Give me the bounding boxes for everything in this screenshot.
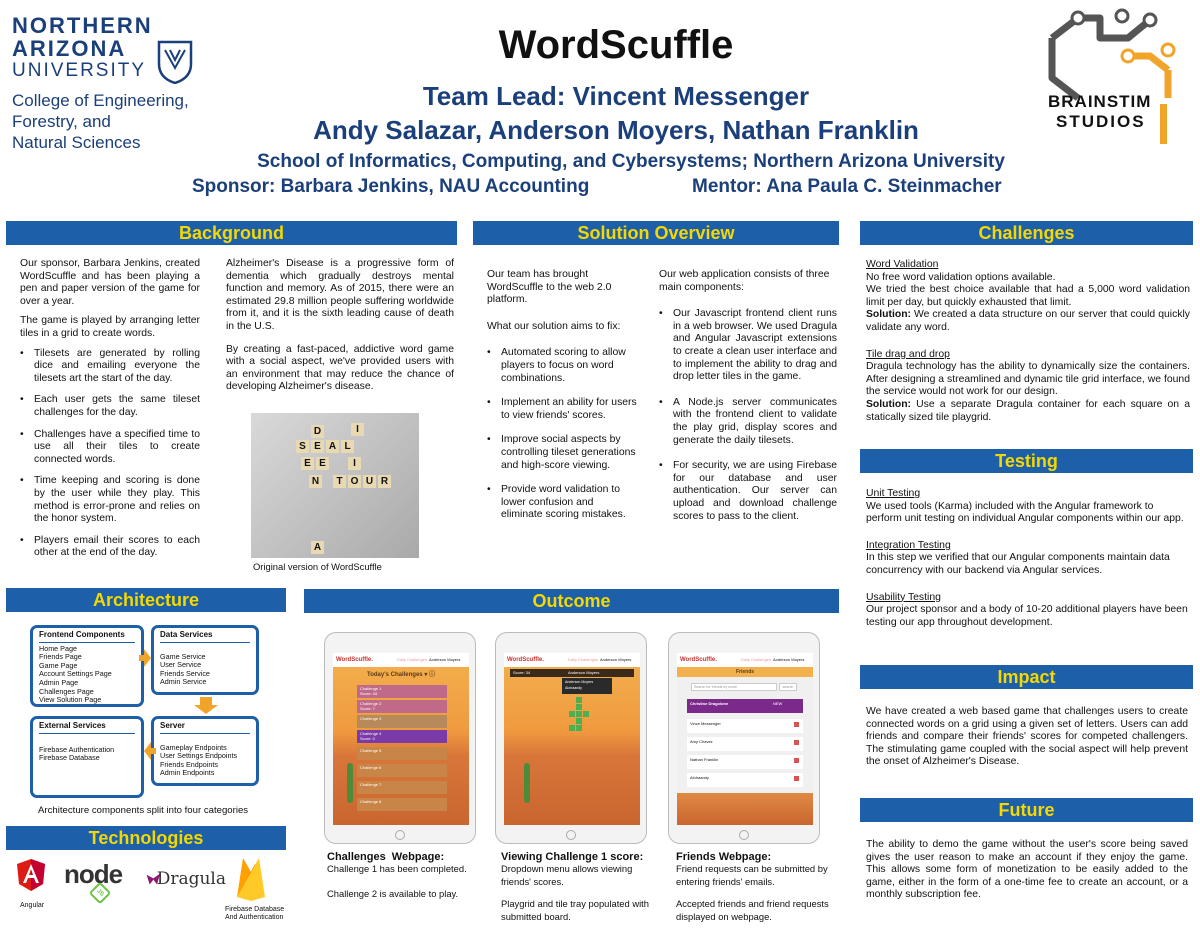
tile: I: [348, 457, 361, 470]
tile: L: [341, 440, 354, 453]
challenges-body: [866, 259, 1190, 424]
friend-search-input[interactable]: Search for friends by email: [691, 683, 777, 691]
grid-tile[interactable]: [569, 711, 575, 717]
arch-item: Gameplay Endpoints: [160, 742, 227, 752]
app-brand: WordScuffle.: [336, 657, 373, 663]
nav-user: Anderson Moyers: [773, 657, 805, 662]
solution-aims: [487, 347, 637, 522]
tablet-friends: [668, 632, 820, 844]
nav-daily: Daily Challenges: [568, 657, 599, 662]
usability-testing-text: Our project sponsor and a body of 10-20 additional players have been testing our app throughout development.: [866, 604, 1188, 628]
dragula-logo: [146, 864, 226, 894]
home-button: [739, 830, 749, 840]
circuit-trace: [1160, 104, 1167, 144]
angular-label: Angular: [20, 902, 45, 909]
tile: E: [301, 457, 314, 470]
friend-name: Alohaandy: [690, 775, 709, 780]
team-lead: Team Lead: Vincent Messenger: [422, 81, 810, 111]
list-item: • Provide word validation to lower confusion and eliminate scoring mistakes.: [487, 484, 637, 522]
friend-name: Vince Messenger: [690, 721, 721, 726]
technologies-heading: Technologies: [6, 826, 286, 850]
arch-item: Challenges Page: [39, 686, 94, 696]
friend-name: Amy Chavez: [690, 739, 713, 744]
tile: A: [326, 440, 339, 453]
list-item: • A Node.js server communicates with the frontend client to validate the play grid, display scores and generate the daily tilesets.: [659, 397, 837, 447]
caption-line: Playgrid and tile tray populated with submitted board.: [501, 898, 650, 922]
challenge-row[interactable]: [357, 685, 447, 698]
challenge-name: Challenge 6: [360, 765, 382, 770]
friend-row[interactable]: [687, 719, 803, 733]
list-item: • For security, we are using Firebase for our database and user authentication. Our server can upload and download challenge scores to pass to the client.: [659, 460, 837, 523]
integration-testing-heading: Integration Testing: [866, 539, 951, 551]
arch-item: Friends Service: [160, 668, 210, 678]
challenge-row[interactable]: [357, 747, 447, 760]
list-item: • Each user gets the same tileset challenges for the day.: [20, 394, 200, 419]
arrow-left-icon: [144, 742, 156, 760]
cactus-icon: [347, 763, 353, 803]
challenge-score: Score: 44: [360, 691, 378, 696]
home-button: [395, 830, 405, 840]
challenge-word-validation-solution: [866, 309, 1190, 334]
challenge-row[interactable]: [357, 764, 447, 777]
list-item: • Players email their scores to each other at the end of the day.: [20, 535, 200, 560]
challenges-title: Today's Challenges ▾ ⓘ: [366, 672, 435, 678]
list-item: • Tilesets are generated by rolling dice and emailing everyone the tilesets art the start of the day.: [20, 348, 200, 386]
arch-item: Friends Page: [39, 652, 82, 662]
challenge-word-validation-text: No free word validation options available. We tried the best choice available that had a 5,000 word validation limit per day, but quickly exhausted that limit.: [866, 271, 1190, 308]
university-line1: NORTHERN: [12, 13, 153, 38]
score-user: Anderson Moyers: [568, 670, 600, 675]
node-label: node: [64, 859, 123, 889]
caption-line: Accepted friends and friend requests displayed on webpage.: [676, 898, 829, 922]
friends-title: Friends: [677, 667, 813, 677]
arch-item: User Service: [160, 660, 202, 670]
arch-item: Friends Endpoints: [160, 759, 218, 769]
architecture-caption: Architecture components split into four categories: [38, 805, 249, 816]
challenge-name: Challenge 5: [360, 748, 382, 753]
college-line3: Natural Sciences: [12, 133, 141, 152]
future-text: The ability to demo the game without the user's score being saved gives the user reason to make an account if they enjoy the game. This allows some form of monetization to be easily added to the game, either in the form of a one-time fee to create an account, or a monthly subscription fee.: [866, 839, 1188, 901]
score-screen: [504, 653, 640, 825]
solution-label: Solution:: [866, 309, 912, 321]
remove-icon[interactable]: [794, 722, 799, 727]
background-p1: Our sponsor, Barbara Jenkins, created WordScuffle and has been playing a pen and paper version of the game for over a year.: [20, 258, 200, 307]
unit-testing-text: We used tools (Karma) included with the Angular framework to perform unit testing on individual Angular components within our app.: [866, 500, 1184, 525]
dropdown-option[interactable]: Anderson Moyers: [565, 680, 594, 684]
arrow-right-icon: [139, 649, 151, 667]
challenge-word-validation-heading: Word Validation: [866, 259, 939, 270]
arrow-down-icon: [194, 697, 218, 714]
background-p4: By creating a fast-paced, addictive word game with a social aspect, we've provided users with an environment that may reduce the chance of developing Alzheimer's disease.: [226, 343, 454, 393]
grid-tile[interactable]: [583, 711, 589, 717]
tile: D: [311, 425, 324, 438]
studio-line1: BRAINSTIM: [1048, 92, 1152, 111]
remove-icon[interactable]: [794, 776, 799, 781]
dragula-label: Dragula: [156, 869, 226, 889]
list-item: • Our Javascript frontend client runs in a web browser. We used Dragula and Angular Javascript extensions to create a clean user interface and to implement the ability to drag and drop letter tiles in the game.: [659, 308, 837, 384]
usability-testing-heading: Usability Testing: [866, 591, 941, 603]
score-value: Score: 34: [513, 670, 531, 675]
challenges-heading: Challenges: [860, 221, 1193, 245]
nav-daily: Daily Challenges: [741, 657, 772, 662]
challenge-row[interactable]: [357, 730, 447, 743]
desert-ground: [677, 793, 813, 825]
challenge-drag-heading: Tile drag and drop: [866, 348, 950, 360]
app-brand: WordScuffle.: [680, 657, 717, 663]
user-dropdown[interactable]: [562, 678, 612, 694]
friend-name: Christine Dragolone: [690, 701, 729, 706]
arch-item: User Settings Endpoints: [160, 751, 238, 761]
app-navbar: [333, 653, 469, 667]
caption-challenges: [327, 851, 492, 900]
app-navbar: [504, 653, 640, 667]
testing-heading: Testing: [860, 449, 1193, 473]
challenge-row[interactable]: [357, 700, 447, 713]
caption-title: Challenges Webpage:: [327, 851, 445, 863]
tile: S: [296, 440, 309, 453]
studio-line2: STUDIOS: [1056, 112, 1146, 131]
caption-friends: [676, 851, 836, 923]
page-title: WordScuffle: [498, 23, 734, 67]
tile: E: [311, 440, 324, 453]
node-logo: [64, 860, 136, 900]
grid-tile[interactable]: [576, 704, 582, 710]
friend-search-button[interactable]: search: [779, 683, 797, 691]
solution-col2: [659, 269, 837, 532]
firebase-label: Firebase Database And Authentication: [225, 906, 285, 921]
friend-row[interactable]: [687, 737, 803, 751]
tile: E: [316, 457, 329, 470]
caption-line: Friend requests can be submitted by entering friends' emails.: [676, 863, 828, 887]
caption-viewing-score: [501, 851, 651, 923]
arch-item: Home Page: [39, 643, 77, 653]
challenge-name: Challenge 1: [360, 686, 382, 691]
node-js-badge: JS: [89, 882, 112, 905]
nav-user: Anderson Moyers: [429, 657, 461, 662]
friend-row-new[interactable]: [687, 699, 803, 713]
friend-row[interactable]: [687, 755, 803, 769]
arch-item: Account Settings Page: [39, 669, 112, 679]
outcome-heading: Outcome: [304, 589, 839, 613]
testing-body: [866, 488, 1190, 629]
background-heading: Background: [6, 221, 457, 245]
arch-item: Firebase Database: [39, 753, 100, 763]
solution-p3: Our web application consists of three main components:: [659, 269, 830, 293]
integration-testing-text: In this step we verified that our Angular components maintain data concurrency with our backend via Angular services.: [866, 552, 1170, 576]
college-line2: Forestry, and: [12, 112, 111, 131]
app-navbar: [677, 653, 813, 667]
arch-item: Admin Service: [160, 677, 207, 687]
challenge-name: Challenge 3: [360, 716, 382, 721]
caption-line: Challenge 1 has been completed.: [327, 863, 467, 875]
university-line3: UNIVERSITY: [12, 60, 147, 81]
app-brand: WordScuffle.: [507, 657, 544, 663]
architecture-heading: Architecture: [6, 588, 286, 612]
tile: T: [333, 475, 346, 488]
challenge-name: Challenge 4: [360, 731, 382, 736]
arch-box-title: Server: [160, 722, 250, 734]
cactus-icon: [524, 763, 530, 803]
grid-tile[interactable]: [576, 718, 582, 724]
future-heading: Future: [860, 798, 1193, 822]
solution-label: Solution:: [866, 398, 912, 410]
challenge-name: Challenge 8: [360, 799, 382, 804]
tile: U: [363, 475, 376, 488]
arch-item: Admin Endpoints: [160, 768, 215, 778]
solution-heading: Solution Overview: [473, 221, 839, 245]
grid-tile[interactable]: [576, 711, 582, 717]
list-item: • Automated scoring to allow players to focus on word combinations.: [487, 347, 637, 385]
challenge-name: Challenge 7: [360, 782, 382, 787]
solution-text: We created a data structure on our server that could quickly validate any word.: [866, 309, 1190, 333]
list-item: • Challenges have a specified time to use all their tiles to create connected words.: [20, 429, 200, 467]
home-button: [566, 830, 576, 840]
sponsor-line: Sponsor: Barbara Jenkins, NAU Accounting: [192, 176, 590, 197]
nav-user: Anderson Moyers: [600, 657, 632, 662]
remove-icon[interactable]: [794, 758, 799, 763]
arch-item: Game Service: [160, 651, 206, 661]
brainstim-logo: [1040, 8, 1190, 148]
solution-col1: [487, 269, 637, 531]
remove-icon[interactable]: [794, 740, 799, 745]
mentor-line: Mentor: Ana Paula C. Steinmacher: [692, 176, 1002, 197]
play-grid[interactable]: [566, 697, 588, 737]
arch-box-title: External Services: [39, 722, 135, 734]
arch-box-title: Data Services: [160, 631, 250, 643]
unit-testing-heading: Unit Testing: [866, 488, 921, 499]
solution-components: [659, 308, 837, 523]
arch-item: View Solution Page: [39, 695, 102, 705]
dropdown-option[interactable]: Alohaandy: [565, 686, 582, 690]
arch-item: Game Page: [39, 660, 78, 670]
tile: A: [311, 541, 324, 554]
score-bar: [510, 669, 634, 677]
background-p2: The game is played by arranging letter tiles in a grid to create words.: [20, 315, 200, 339]
caption-title: Viewing Challenge 1 score:: [501, 851, 644, 863]
challenge-name: Challenge 2: [360, 701, 382, 706]
caption-line: Dropdown menu allows viewing friends' scores.: [501, 863, 633, 887]
impact-text: We have created a web based game that challenges users to create connected words on a grid using a given set of letters. Users can add friends and compare their friends' scores for competed challengers. The stimulating game coupled with the social aspect will help prevent the onset of Alzheimer's Disease.: [866, 706, 1188, 768]
list-item: • Time keeping and scoring is done by the user while they play. This method is error-prone and relies on the honor system.: [20, 475, 200, 525]
challenges-screen: [333, 653, 469, 825]
college-line1: College of Engineering,: [12, 91, 189, 110]
firebase-flame-icon: [231, 852, 271, 902]
challenge-score: Score: 0: [360, 736, 375, 741]
friend-row[interactable]: [687, 773, 803, 787]
team-members: Andy Salazar, Anderson Moyers, Nathan Franklin: [313, 115, 919, 145]
grid-tile[interactable]: [569, 725, 575, 731]
grid-tile[interactable]: [576, 725, 582, 731]
impact-heading: Impact: [860, 665, 1193, 689]
caption-line: Challenge 2 is available to play.: [327, 887, 459, 899]
list-item: • Improve social aspects by controlling tileset generations and high-score viewing.: [487, 434, 637, 472]
challenge-row[interactable]: [357, 715, 447, 728]
tablet-viewing-score: [495, 632, 647, 844]
university-line2: ARIZONA: [12, 36, 127, 61]
angular-logo-icon: [16, 858, 46, 892]
new-badge: NEW: [773, 701, 783, 706]
nav-daily: Daily Challenges: [397, 657, 428, 662]
tile: I: [351, 423, 364, 436]
background-p3: Alzheimer's Disease is a progressive form of dementia which gradually destroys mental function and memory. As of 2015, there were an estimated 29.8 million people suffering worldwide from it, and it is the sixth leading cause of death in the U.S.: [226, 258, 454, 332]
photo-caption: Original version of WordScuffle: [253, 561, 382, 572]
tile: N: [309, 475, 322, 488]
grid-tile[interactable]: [576, 697, 582, 703]
arch-item: Firebase Authentication: [39, 744, 115, 754]
challenge-row[interactable]: [357, 781, 447, 794]
challenge-row[interactable]: [357, 798, 447, 811]
friend-name: Nathan Franklin: [690, 757, 719, 762]
school-line: School of Informatics, Computing, and Cybersystems; Northern Arizona University: [257, 151, 1005, 172]
tile: R: [378, 475, 391, 488]
arch-box-title: Frontend Components: [39, 631, 135, 643]
solution-p2: What our solution aims to fix:: [487, 320, 621, 332]
caption-title: Friends Webpage:: [676, 851, 772, 863]
arch-arrows: [0, 0, 300, 820]
solution-p1: Our team has brought WordScuffle to the web 2.0 platform.: [487, 269, 612, 306]
friends-screen: [677, 653, 813, 825]
challenge-drag-solution: [866, 399, 1190, 424]
tile: O: [348, 475, 361, 488]
challenge-score: Score: ?: [360, 706, 375, 711]
list-item: • Implement an ability for users to view friends' scores.: [487, 397, 637, 422]
challenge-drag-text: Dragula technology has the ability to dynamically size the containers. After designing a streamlined and dynamic tile grid interface, we found the service would not work for our design.: [866, 361, 1190, 398]
solution-text: Use a separate Dragula container for each square on a statically sized tile playgrid.: [866, 398, 1190, 423]
arch-item: Admin Page: [39, 677, 79, 687]
tablet-challenges: [324, 632, 476, 844]
